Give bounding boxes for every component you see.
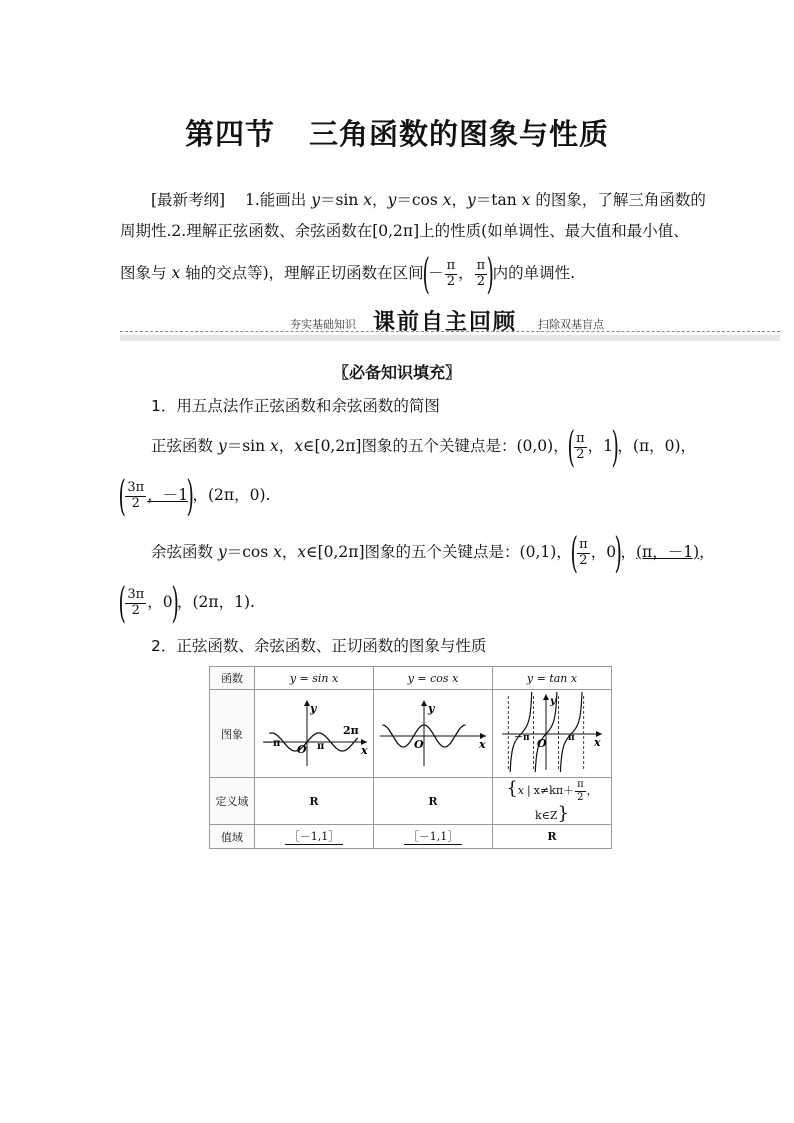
y-axis-arrow-icon xyxy=(543,694,549,700)
section-title: 三角函数的图象与性质 xyxy=(309,117,610,151)
neg-pi-label: －π xyxy=(263,738,281,749)
syllabus-tag: [最新考纲] xyxy=(151,191,226,209)
cos-range: ［－1,1］ xyxy=(374,825,493,849)
tan-range: R xyxy=(493,825,612,849)
bracket-right-icon: 〗 xyxy=(445,363,462,382)
banner-right-text: 扫除双基盲点 xyxy=(538,318,604,331)
fraction-pi-over-2: $\frac{\pi}{2}$ xyxy=(476,257,486,289)
section-number: 第四节 xyxy=(184,117,275,151)
fraction-pi-over-2: $\frac{\pi}{2}$ xyxy=(446,257,456,289)
tan-domain: {x | x≠kπ＋ $\frac{\pi}{2}$ ，k∈Z} xyxy=(493,778,612,825)
table-col-sin: y = sin x xyxy=(255,667,374,690)
sin-line-1: 正弦函数 y＝sin x，x∈[0,2π]图象的五个关键点是：(0,0)，( $\frac{\pi}{2}$ ，1)，(π，0)， xyxy=(151,422,697,471)
tan-branch-0 xyxy=(510,692,532,772)
row-label-domain: 定义域 xyxy=(210,778,255,825)
sin-line-2: ( $\frac{3\pi}{2}$ ，－1)，(2π，0). xyxy=(118,471,271,520)
row-label-range: 值域 xyxy=(210,825,255,849)
origin-label: O xyxy=(414,738,424,751)
row-label-graph: 图象 xyxy=(210,690,255,778)
y-axis-label: y xyxy=(550,696,556,707)
y-axis-label: y xyxy=(428,702,435,715)
pi-label: π xyxy=(568,733,575,743)
cos-line-2: ( $\frac{3\pi}{2}$ ，0)，(2π，1). xyxy=(118,578,255,627)
pi-label: π xyxy=(317,741,325,752)
table-header-row xyxy=(210,667,612,690)
page-title xyxy=(0,112,794,153)
two-pi-label: 2π xyxy=(343,724,359,737)
section-banner xyxy=(120,305,780,335)
table-header-cell: 函数 xyxy=(210,667,255,690)
tan-graph-cell xyxy=(493,690,612,778)
x-axis-label: x xyxy=(479,738,486,751)
properties-table xyxy=(209,666,612,849)
section-header: 〖必备知识填充〗 xyxy=(332,363,462,382)
cos-graph-cell xyxy=(374,690,493,778)
y-axis-label: y xyxy=(310,702,317,715)
x-axis-label: x xyxy=(361,744,368,757)
sin-graph-cell xyxy=(255,690,374,778)
sin-range: ［－1,1］ xyxy=(255,825,374,849)
syllabus-line-1: [最新考纲] 1.能画出 y＝sin x，y＝cos x，y＝tan x 的图象，了解三角函数的 xyxy=(151,191,706,209)
right-paren: ) xyxy=(486,249,495,298)
tan-graph xyxy=(498,692,606,772)
origin-label: O xyxy=(297,743,307,756)
sin-graph xyxy=(255,696,373,768)
item1-title: 1．用五点法作正弦函数和余弦函数的简图 xyxy=(151,397,440,415)
item2-title: 2．正弦函数、余弦函数、正切函数的图象与性质 xyxy=(151,637,487,655)
bracket-left-icon: 〖 xyxy=(332,363,349,382)
fill-blank-answer: ，－1 xyxy=(147,486,189,504)
cos-line-1: 余弦函数 y＝cos x，x∈[0,2π]图象的五个关键点是：(0,1)，( $\frac{\pi}{2}$ ，0)，(π，－1)， xyxy=(151,528,715,577)
left-paren: ( xyxy=(422,249,430,298)
neg-pi-label: －π xyxy=(514,733,530,743)
table-col-cos: y = cos x xyxy=(374,667,493,690)
table-col-tan: y = tan x xyxy=(493,667,612,690)
sin-domain: R xyxy=(255,778,374,825)
tan-branch-2 xyxy=(560,692,582,772)
table-row-graph xyxy=(210,690,612,778)
table-row-domain xyxy=(210,778,612,825)
cos-domain: R xyxy=(374,778,493,825)
origin-label: O xyxy=(537,737,547,750)
y-axis-arrow-icon xyxy=(421,700,427,706)
table-row-range xyxy=(210,825,612,849)
syllabus-line-2: 周期性.2.理解正弦函数、余弦函数在[0,2π]上的性质(如单调性、最大值和最小值、 xyxy=(120,222,689,240)
banner-title: 课前自主回顾 xyxy=(373,310,518,335)
banner-left-text: 夯实基础知识 xyxy=(290,318,356,331)
syllabus-line-3: 图象与 x 轴的交点等)，理解正切函数在区间(－ $\frac{\pi}{2}$ ， $\frac{\pi}{2}$ )内的单调性. xyxy=(120,249,576,298)
fill-blank-answer: (π，－1) xyxy=(636,543,700,561)
x-axis-label: x xyxy=(594,736,601,749)
cos-graph xyxy=(374,696,492,768)
